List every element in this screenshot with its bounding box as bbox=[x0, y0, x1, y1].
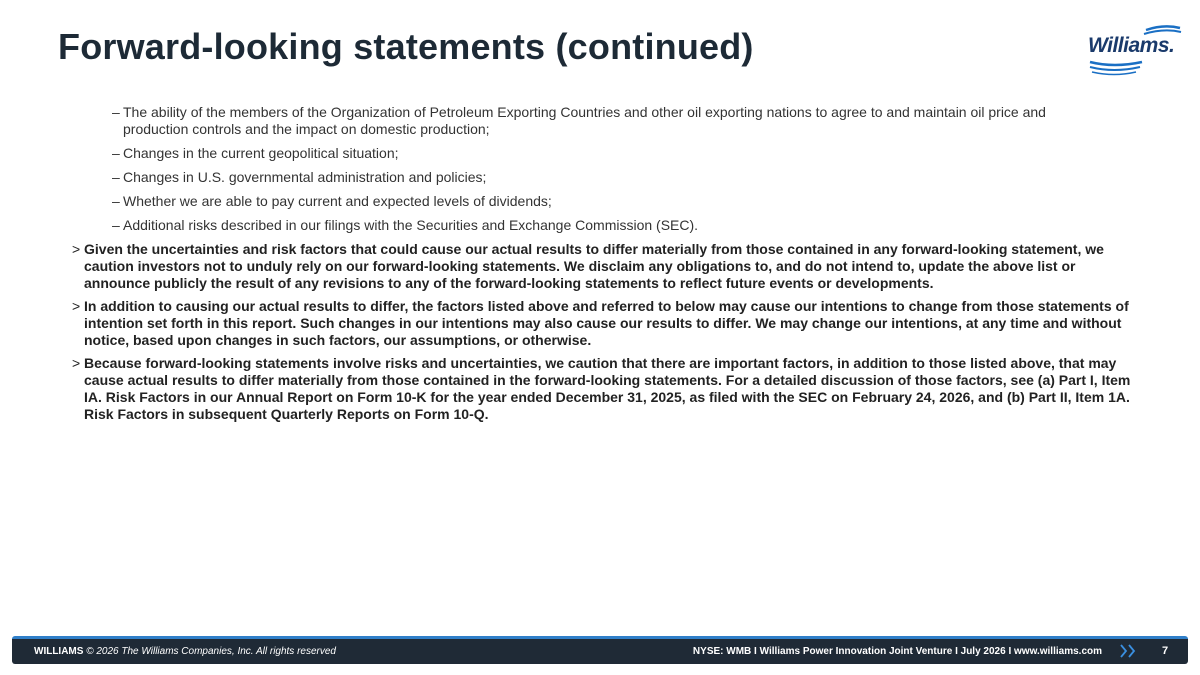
dash-marker: – bbox=[112, 217, 120, 233]
dash-marker: – bbox=[112, 104, 120, 120]
chevron-marker: > bbox=[72, 241, 81, 257]
footer-copyright bbox=[34, 646, 336, 657]
main-bullet-text: Because forward-looking statements involve risks and uncertainties, we caution that there are important factors, in addition to those listed above, that may cause actual results to differ materially from those contained in the forward-looking statements. For a detailed discussion of those factors, see (a) Part I, Item IA. Risk Factors in our Annual Report on Form 10-K for the year ended December 31, 2025, as filed with the SEC on February 24, 2026, and (b) Part II, Item 1A. Risk Factors in subsequent Quarterly Reports on Form 10-Q. bbox=[84, 355, 1131, 422]
main-bullet-text: Given the uncertainties and risk factors that could cause our actual results to differ materially from those contained in any forward-looking statement, we caution investors not to unduly rely on our forward-looking statements. We disclaim any obligations to, and do not intend to, update the above list or announce publicly the result of any revisions to any of the forward-looking statements to reflect future events or developments. bbox=[84, 241, 1104, 291]
page-number: 7 bbox=[1162, 645, 1169, 657]
sub-bullet bbox=[112, 104, 1112, 138]
page-title: Forward-looking statements (continued) bbox=[58, 26, 754, 67]
main-bullet bbox=[72, 241, 1132, 292]
chevron-marker: > bbox=[72, 355, 81, 371]
sub-bullet bbox=[112, 145, 1112, 162]
main-bullet bbox=[72, 355, 1132, 423]
main-bullet bbox=[72, 298, 1132, 349]
sub-bullet-text: Whether we are able to pay current and expected levels of dividends; bbox=[123, 193, 552, 209]
sub-bullet bbox=[112, 193, 1112, 210]
sub-bullet-text: Changes in the current geopolitical situation; bbox=[123, 145, 399, 161]
sub-bullet-text: Changes in U.S. governmental administration and policies; bbox=[123, 169, 487, 185]
footer-copyright-text: © 2026 The Williams Companies, Inc. All rights reserved bbox=[83, 646, 336, 657]
williams-logo bbox=[1084, 22, 1184, 78]
dash-marker: – bbox=[112, 169, 120, 185]
main-bullet-text: In addition to causing our actual results to differ, the factors listed above and referred to below may cause our intentions to change from those statements of intention set forth in this report. Such changes in our intentions may also cause our results to differ. We may change our intentions, at any time and without notice, based upon changes in such factors, our assumptions, or otherwise. bbox=[84, 298, 1129, 348]
dash-marker: – bbox=[112, 145, 120, 161]
dash-marker: – bbox=[112, 193, 120, 209]
sub-bullet bbox=[112, 217, 1112, 234]
sub-bullet bbox=[112, 169, 1112, 186]
sub-bullet-text: Additional risks described in our filings with the Securities and Exchange Commission (SEC). bbox=[123, 217, 699, 233]
logo-wordmark: Williams. bbox=[1088, 34, 1175, 57]
footer-brand: WILLIAMS bbox=[34, 646, 84, 657]
footer-info: NYSE: WMB I Williams Power Innovation Joint Venture I July 2026 I www.williams.com bbox=[692, 646, 1102, 657]
double-chevron-icon bbox=[1118, 643, 1140, 659]
sub-bullet-text: The ability of the members of the Organization of Petroleum Exporting Countries and other oil exporting nations to agree to and maintain oil price and production controls and the impact on domestic production; bbox=[123, 104, 1046, 137]
chevron-marker: > bbox=[72, 298, 81, 314]
footer-bar bbox=[12, 636, 1188, 664]
